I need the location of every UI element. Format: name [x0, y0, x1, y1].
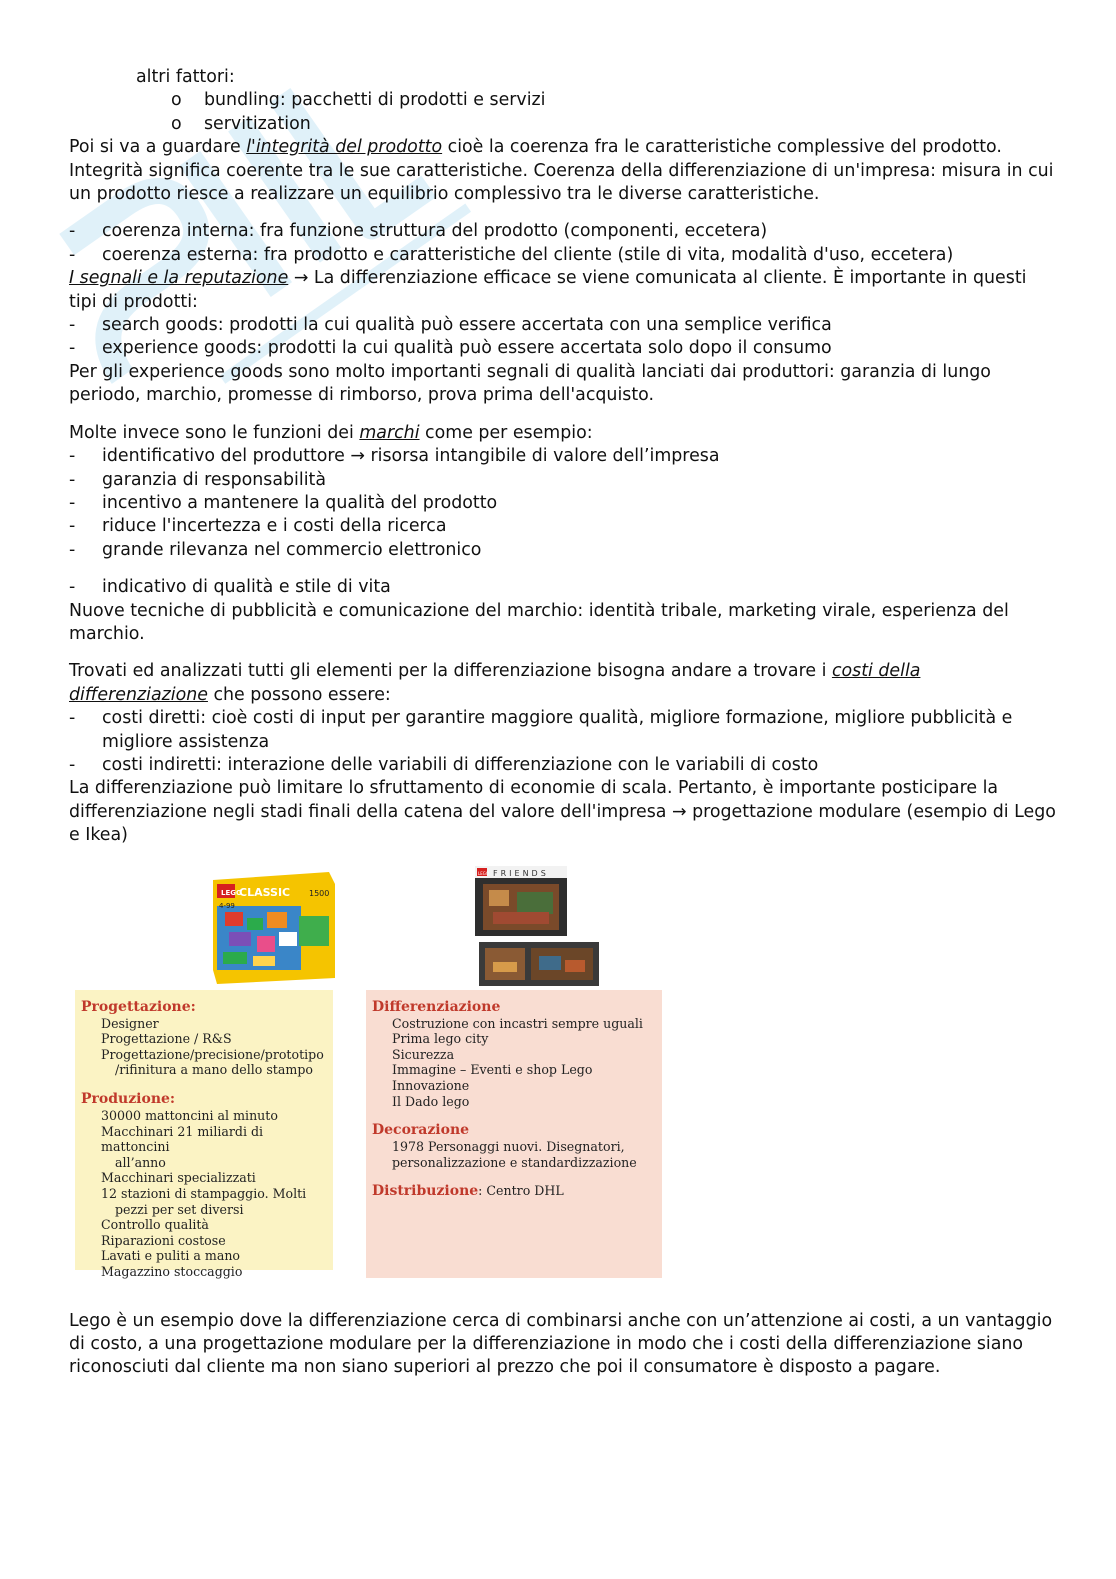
integrity-term: l'integrità del prodotto: [246, 137, 443, 158]
list-item: - incentivo a mantenere la qualità del prodotto: [69, 492, 498, 513]
decoration-item: personalizzazione e standardizzazione: [392, 1154, 637, 1170]
classic-age: 4-99: [219, 901, 235, 910]
differentiation-item: Immagine – Eventi e shop Lego: [392, 1062, 593, 1078]
list-item: - search goods: prodotti la cui qualità può essere accertata con una semplice verifica: [69, 315, 832, 336]
intro-list: [69, 89, 1059, 136]
differentiation-item: Prima lego city: [392, 1031, 489, 1047]
decoration-item: 1978 Personaggi nuovi. Disegnatori,: [392, 1139, 625, 1155]
costs-paragraph: Trovati ed analizzati tutti gli elementi per la differenziazione bisogna andare a trovare i costi della differenziazione che possono essere:: [69, 661, 921, 705]
design-item: Progettazione/precisione/prototipo: [101, 1046, 324, 1062]
production-item: pezzi per set diversi: [115, 1201, 244, 1217]
distribution-text: : Centro DHL: [478, 1183, 564, 1199]
lego-friends-box-image: [473, 862, 601, 988]
lego-design-production-box: [75, 990, 333, 1279]
list-item: - identificativo del produttore → risorsa intangibile di valore dell’impresa: [69, 446, 720, 467]
production-item: 12 stazioni di stampaggio. Molti: [101, 1185, 307, 1201]
list-item: - coerenza esterna: fra prodotto e caratteristiche del cliente (stile di vita, modalità d'uso, eccetera): [69, 244, 954, 265]
integrity-paragraph: Poi si va a guardare l'integrità del prodotto cioè la coerenza fra le caratteristiche complessive del prodotto. Integrità significa coerente tra le sue caratteristiche. Coerenza della differenziazione di un'impresa: misura in cui un prodotto riesce a realizzare un equilibrio complessivo tra le diverse caratteristiche.: [69, 137, 1054, 205]
brands-after-paragraph: Nuove tecniche di pubblicità e comunicazione del marchio: identità tribale, marketing virale, esperienza del marchio.: [69, 600, 1009, 644]
list-item: - indicativo di qualità e stile di vita: [69, 577, 391, 598]
production-item: Lavati e puliti a mano: [101, 1248, 241, 1264]
production-item: 30000 mattoncini al minuto: [101, 1107, 278, 1123]
experience-paragraph: Per gli experience goods sono molto importanti segnali di qualità lanciati dai produttori: garanzia di lungo periodo, marchio, promesse di rimborso, prova prima dell'acquisto.: [69, 361, 991, 406]
decoration-title: Decorazione: [372, 1122, 470, 1139]
list-item: - coerenza interna: fra funzione struttura del prodotto (componenti, eccetera): [69, 221, 768, 242]
document-body: [69, 66, 1059, 1394]
closing-paragraph: Lego è un esempio dove la differenziazione cerca di combinarsi anche con un’attenzione ai costi, a un vantaggio di costo, a una progettazione modulare per la differenziazione in modo che i costi della differenziazione siano riconosciuti dal cliente ma non siano superiori al prezzo che poi il consumatore è disposto a pagare.: [69, 1310, 1053, 1378]
goods-list: [69, 314, 1059, 361]
arrow-icon: →: [350, 446, 365, 467]
design-item: Designer: [101, 1015, 159, 1031]
lego-figure: [75, 862, 675, 1292]
lego-differentiation-box: [366, 990, 662, 1278]
list-item: - experience goods: prodotti la cui qualità può essere accertata solo dopo il consumo: [69, 338, 832, 359]
production-title: Produzione:: [81, 1090, 176, 1107]
classic-pieces: 1500: [309, 888, 330, 898]
brands-paragraph: Molte invece sono le funzioni dei marchi come per esempio:: [69, 422, 593, 443]
differentiation-title: Differenziazione: [372, 998, 501, 1015]
arrow-icon: →: [293, 268, 309, 289]
list-item: - riduce l'incertezza e i costi della ricerca: [69, 516, 447, 537]
list-item: - garanzia di responsabilità: [69, 469, 327, 490]
distribution-title: Distribuzione: [372, 1183, 479, 1200]
design-item: Progettazione / R&S: [101, 1031, 232, 1047]
classic-name: CLASSIC: [239, 885, 291, 899]
lego-classic-box-image: [209, 866, 339, 986]
intro-lead: altri fattori:: [136, 67, 235, 87]
signals-paragraph: I segnali e la reputazione → La differenziazione efficace se viene comunicata al cliente. È importante in questi tipi di prodotti:: [69, 268, 1027, 312]
scale-paragraph: La differenziazione può limitare lo sfruttamento di economie di scala. Pertanto, è importante posticipare la differenziazione negli stadi finali della catena del valore dell'impresa → progettazione modulare (esempio di Lego e Ikea): [69, 778, 1056, 846]
friends-brand: LEGO: [478, 870, 490, 876]
design-item: /rifinitura a mano dello stampo: [115, 1062, 313, 1078]
differentiation-item: Sicurezza: [392, 1046, 455, 1062]
design-title: Progettazione:: [81, 998, 196, 1015]
distribution-line: [372, 1182, 643, 1200]
differentiation-item: Innovazione: [392, 1077, 470, 1093]
signals-term: I segnali e la reputazione: [69, 268, 289, 289]
production-item: Riparazioni costose: [101, 1232, 226, 1248]
production-item: Magazzino stoccaggio: [101, 1263, 243, 1279]
differentiation-item: Costruzione con incastri sempre uguali: [392, 1015, 643, 1031]
list-item: - grande rilevanza nel commercio elettronico: [69, 539, 482, 560]
production-item: Macchinari specializzati: [101, 1170, 256, 1186]
production-item: all’anno: [115, 1154, 166, 1170]
brands-list-extra: [69, 576, 1059, 599]
list-item: o bundling: pacchetti di prodotti e servizi: [171, 90, 546, 111]
friends-name: FRIENDS: [493, 868, 549, 878]
differentiation-item: Il Dado lego: [392, 1093, 470, 1109]
arrow-icon: →: [671, 801, 687, 822]
costs-term: costi della differenziazione: [69, 661, 921, 705]
costs-list: [69, 707, 1059, 777]
production-item: Controllo qualità: [101, 1217, 209, 1233]
list-item: o servitization: [171, 113, 311, 134]
list-item: - costi diretti: cioè costi di input per garantire maggiore qualità, migliore formazione, migliore pubblicità e migliore assistenza: [69, 708, 1013, 752]
brands-list: [69, 445, 1059, 562]
coherence-list: [69, 220, 1059, 267]
classic-brand: LEGO: [221, 888, 242, 897]
brands-term: marchi: [359, 422, 420, 443]
production-item: Macchinari 21 miliardi di mattoncini: [101, 1123, 264, 1155]
list-item: - costi indiretti: interazione delle variabili di differenziazione con le variabili di costo: [69, 754, 819, 775]
